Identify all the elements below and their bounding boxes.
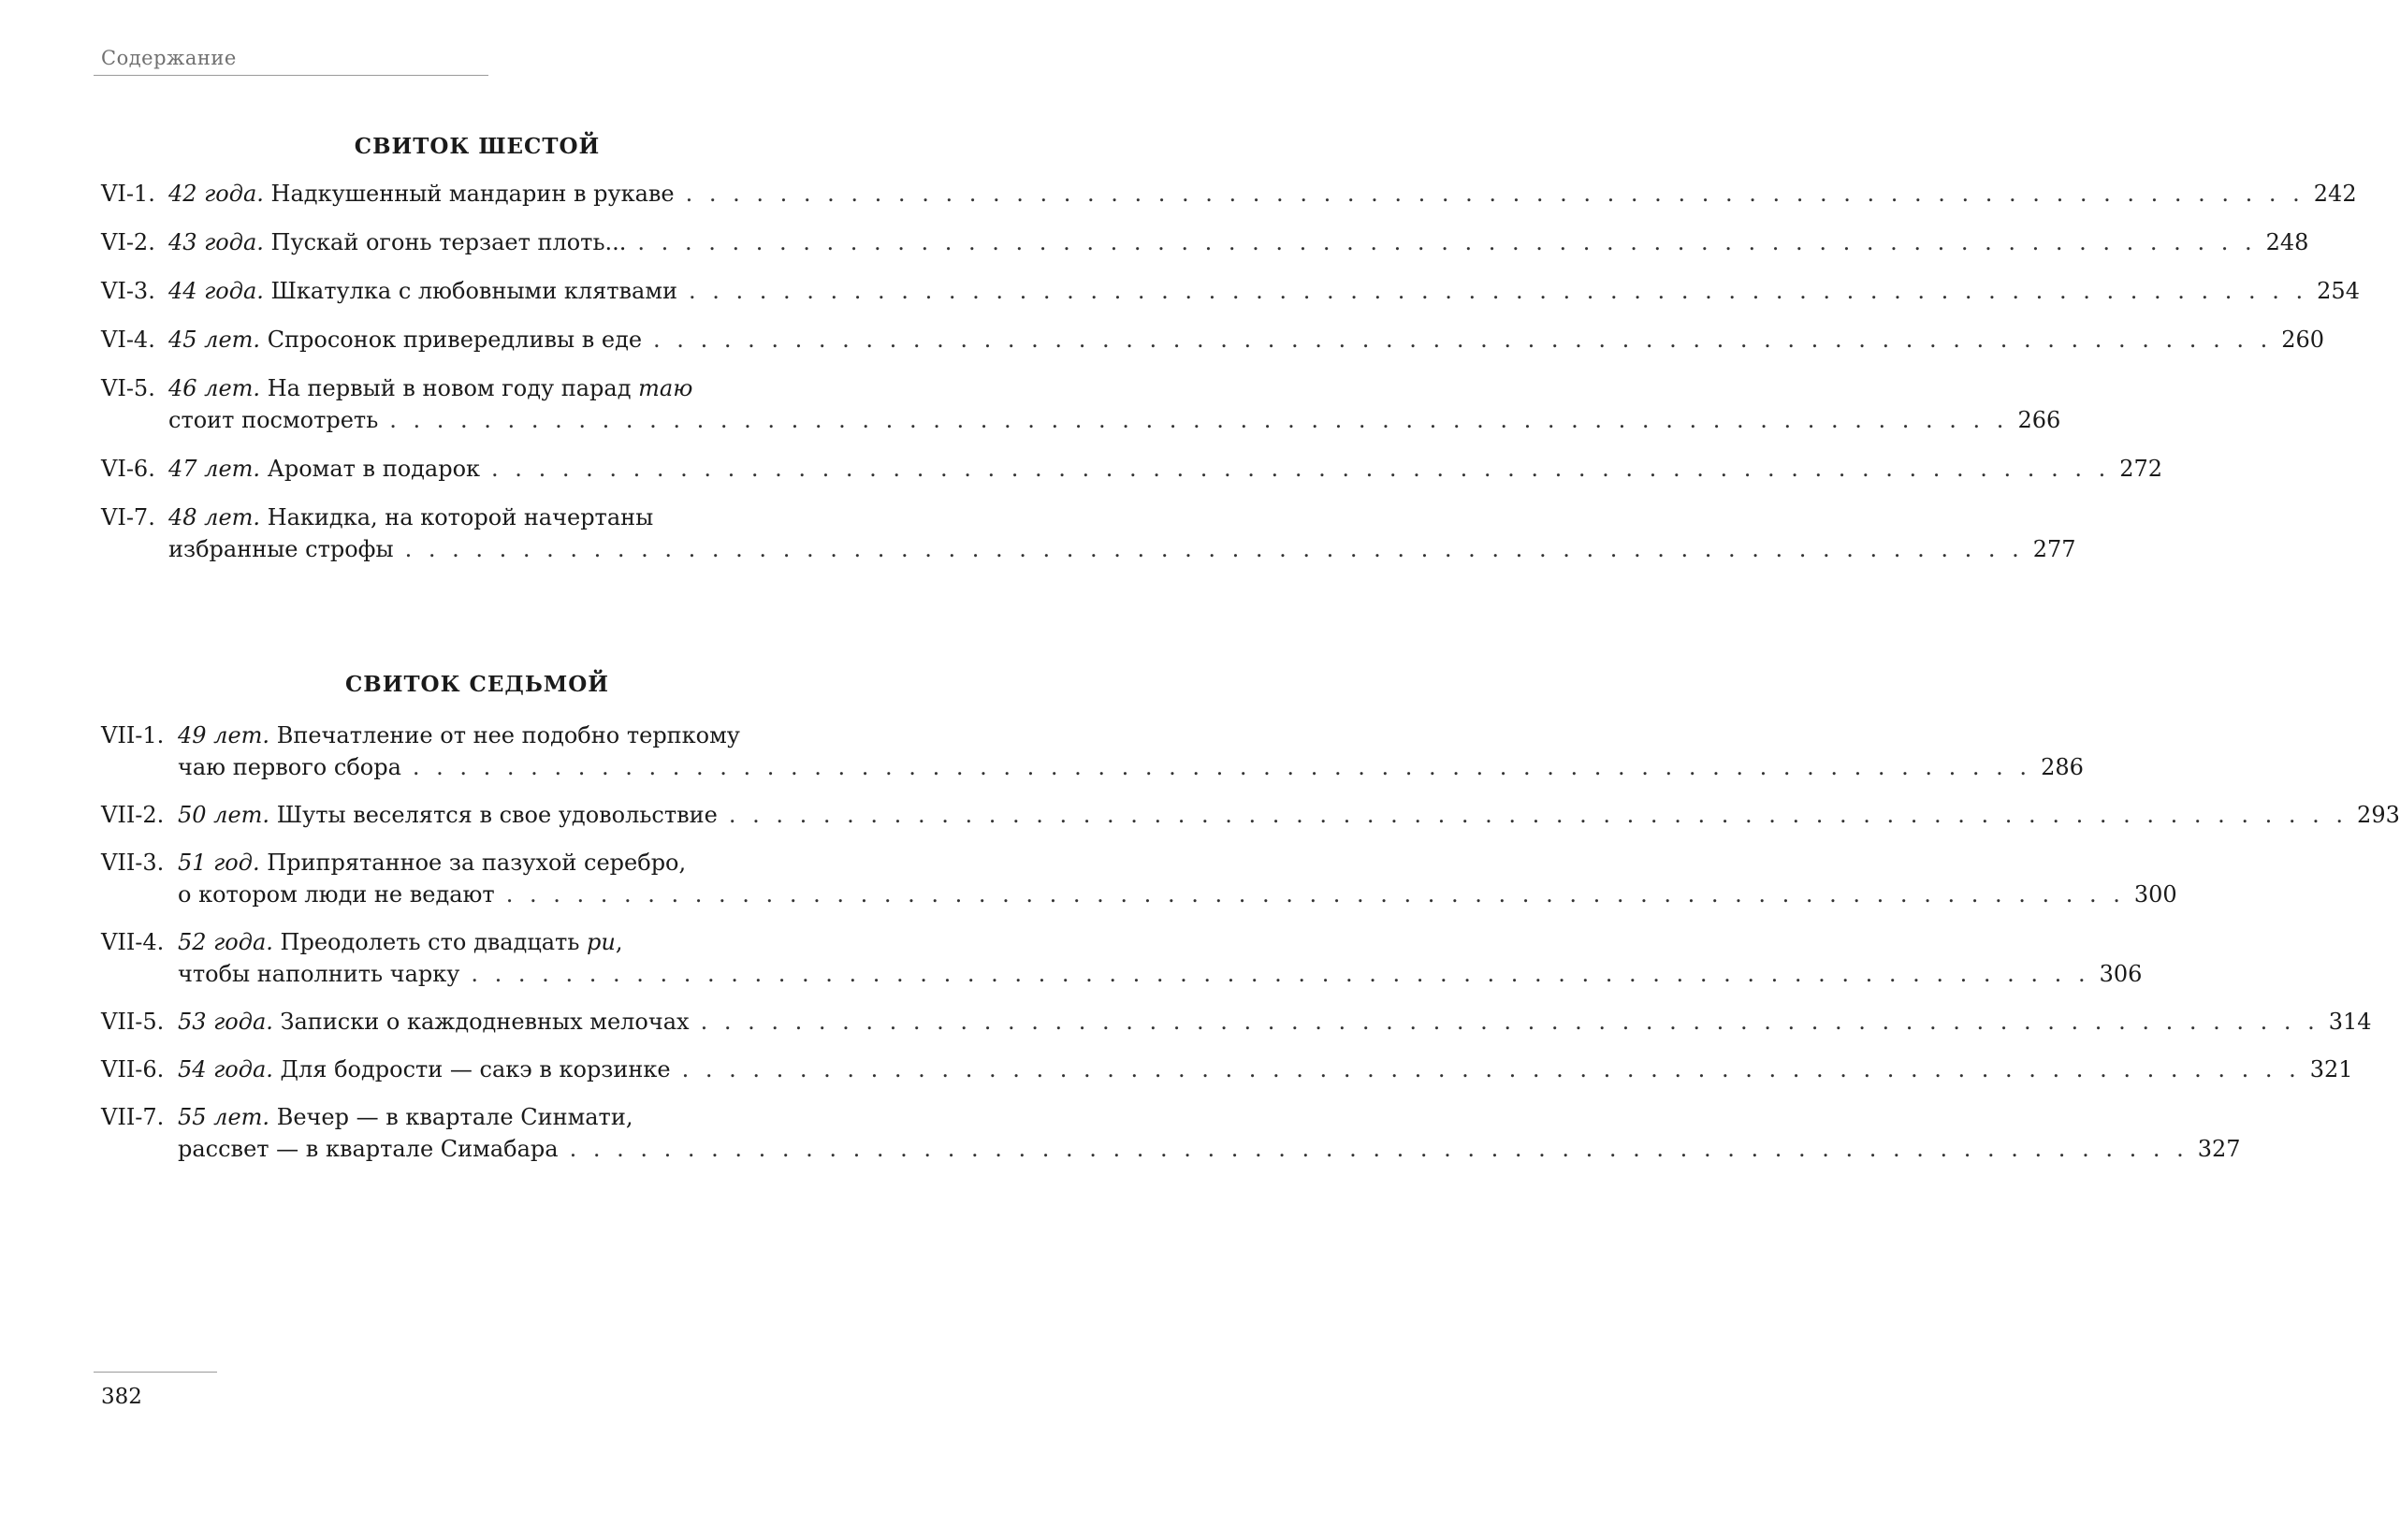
page-number: 306 [2099,961,2143,987]
toc-entry[interactable] [101,501,2076,565]
page-number: 327 [2197,1136,2241,1162]
dot-leader [491,453,2110,485]
entry-title: Пускай огонь терзает плоть... [270,229,627,255]
toc-entry[interactable] [101,275,2360,307]
entry-title: На первый в новом году парад [267,375,632,401]
entry-age: 53 года. [178,1009,273,1035]
entry-number: VII-3. [101,850,165,876]
entry-age: 52 года. [178,929,273,955]
page-number: 242 [2313,181,2357,207]
entry-age: 49 лет. [178,722,270,748]
toc-entry[interactable] [101,178,2357,210]
page-number: 300 [2133,881,2177,908]
dot-leader [471,958,2089,990]
toc-entry[interactable] [101,1053,2353,1085]
toc-entry[interactable] [101,324,2325,356]
footer-rule [94,1372,217,1373]
entry-title: Преодолеть сто двадцать [280,929,580,955]
toc-entry[interactable] [101,226,2309,258]
dot-leader [389,404,2008,436]
dot-leader [413,751,2031,783]
entry-number: VI-1. [101,181,155,207]
dot-leader [682,1053,2301,1085]
page-number: 321 [2309,1056,2353,1082]
entry-title-continued: о котором люди не ведают [178,881,495,908]
entry-age: 45 лет. [168,327,261,353]
entry-title-italic: ри [587,929,616,955]
entry-title: Аромат в подарок [267,456,481,482]
entry-title: Записки о каждодневных мелочах [280,1009,690,1035]
entry-age: 42 года. [168,181,264,207]
entry-title-continued: чтобы наполнить чарку [178,961,460,987]
entry-title-continued: избранные строфы [168,536,394,562]
entry-title-italic: таю [638,375,693,401]
page-number: 254 [2317,278,2360,304]
entry-number: VII-6. [101,1056,165,1082]
section-title: СВИТОК ШЕСТОЙ [354,134,601,159]
entry-title: Припрятанное за пазухой серебро, [267,850,687,876]
entry-number: VI-2. [101,229,155,255]
entry-number: VII-5. [101,1009,165,1035]
toc-entry[interactable] [101,1101,2241,1165]
dot-leader [637,226,2256,258]
running-head: Содержание [101,47,237,69]
entry-age: 47 лет. [168,456,261,482]
entry-number: VI-3. [101,278,155,304]
section-scroll-seven [101,669,2400,1181]
page-number: 248 [2265,229,2309,255]
toc-entry[interactable] [101,847,2177,910]
toc-entry[interactable] [101,719,2084,783]
entry-title: Шуты веселятся в свое удовольствие [276,802,718,828]
entry-age: 46 лет. [168,375,261,401]
dot-leader [729,799,2348,831]
entry-number: VII-1. [101,722,165,748]
entry-age: 54 года. [178,1056,273,1082]
section-scroll-six [101,131,2360,582]
page-number: 260 [2281,327,2325,353]
dot-leader [689,275,2307,307]
entry-title: Вечер — в квартале Синмати, [276,1104,633,1130]
entry-number: VI-6. [101,456,155,482]
entry-title: Накидка, на которой начертаны [267,504,654,530]
section-title: СВИТОК СЕДЬМОЙ [344,672,610,697]
entry-title-continued: рассвет — в квартале Симабара [178,1136,559,1162]
header-rule [94,75,488,76]
page-number: 277 [2032,536,2076,562]
entry-number: VII-7. [101,1104,165,1130]
page-number: 272 [2119,456,2163,482]
entry-number: VI-5. [101,375,155,401]
dot-leader [653,324,2272,356]
page-number: 286 [2041,754,2084,780]
toc-entry[interactable] [101,926,2143,990]
entry-title-continued: стоит посмотреть [168,407,379,433]
entry-title: Для бодрости — сакэ в корзинке [280,1056,671,1082]
toc-entry[interactable] [101,799,2400,831]
entry-title: Надкушенный мандарин в рукаве [270,181,675,207]
entry-age: 55 лет. [178,1104,270,1130]
dot-leader [701,1006,2320,1038]
entry-age: 43 года. [168,229,264,255]
toc-entry[interactable] [101,372,2061,436]
entry-title-suffix: , [615,929,623,955]
entry-age: 50 лет. [178,802,270,828]
entry-age: 44 года. [168,278,264,304]
entry-number: VI-4. [101,327,155,353]
page-folio: 382 [101,1385,142,1409]
page-number: 266 [2017,407,2061,433]
entry-title: Впечатление от нее подобно терпкому [276,722,740,748]
entry-title: Шкатулка с любовными клятвами [270,278,677,304]
toc-entry[interactable] [101,453,2163,485]
entry-number: VII-2. [101,802,165,828]
entry-number: VII-4. [101,929,165,955]
dot-leader [570,1133,2189,1165]
entry-age: 48 лет. [168,504,261,530]
dot-leader [405,533,2024,565]
entry-title: Спросонок привередливы в еде [267,327,643,353]
page-number: 293 [2357,802,2400,828]
entry-number: VI-7. [101,504,155,530]
entry-age: 51 год. [178,850,260,876]
dot-leader [506,879,2125,910]
entry-title-continued: чаю первого сбора [178,754,401,780]
page-number: 314 [2328,1009,2372,1035]
toc-entry[interactable] [101,1006,2372,1038]
dot-leader [686,178,2305,210]
